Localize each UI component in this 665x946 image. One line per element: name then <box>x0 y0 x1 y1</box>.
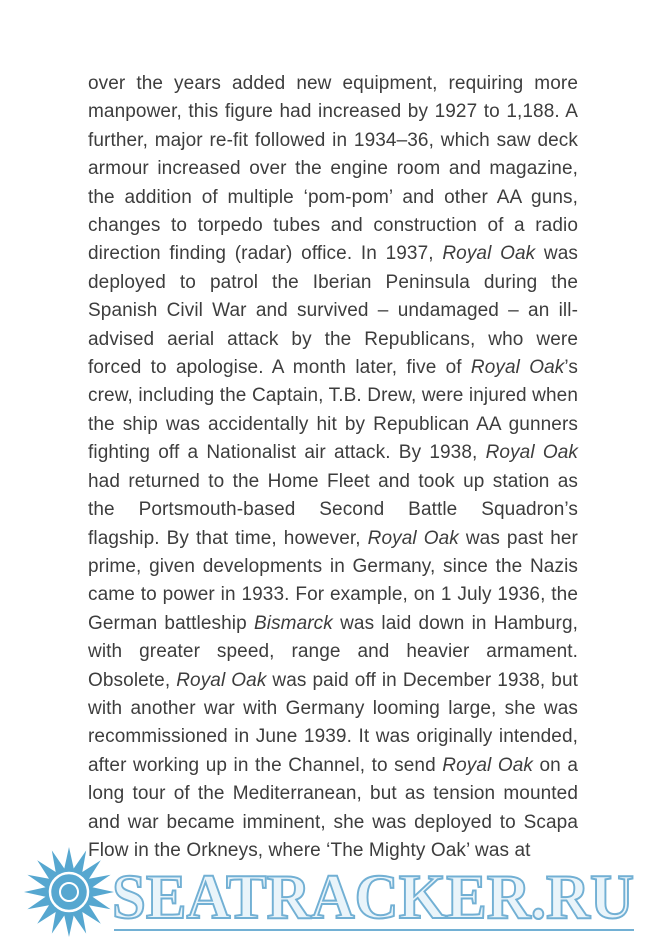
text-segment: was paid off in December 1938, but with another war with Germany looming large, she was recommissioned in June 1939. It was originally intended, after working up in the Channel, to send <box>88 669 578 776</box>
ship-name: Royal Oak <box>485 442 578 464</box>
text-segment: on a long tour of the Mediterranean, but as tension mounted and war became imminent, she was deployed to Scapa Flow in the Orkneys, where ‘The Mighty Oak’ was at <box>88 754 578 861</box>
watermark-text: SEATRACKER.RU <box>112 861 634 932</box>
text-segment: had returned to the Home Fleet and took up station as the Portsmouth-based Second Battle Squadron’s flagship. By that time, however, <box>88 470 578 549</box>
text-segment: over the years added new equipment, requiring more manpower, this figure had increased by 1927 to 1,188. A further, major re-fit followed in 1934–36, which saw deck armour increased over the engine room and magazine, the addition of multiple ‘pom-pom’ and other AA guns, changes to torpedo tubes and construction of a radio direction finding (radar) office. In 1937, <box>88 73 578 265</box>
ship-name: Royal Oak <box>470 357 565 379</box>
text-segment: was past her prime, given developments in Germany, since the Nazis came to power in 1933. For example, on 1 July 1936, the German battleship <box>88 527 578 634</box>
text-segment: was laid down in Hamburg, with greater speed, range and heavier armament. Obsolete, <box>88 612 578 691</box>
text-segment: ’s crew, including the Captain, T.B. Drew, were injured when the ship was accidentally hit by Republican AA gunners fighting off a Nationalist air attack. By 1938, <box>88 357 578 464</box>
ship-name: Royal Oak <box>367 527 459 549</box>
ship-name: Royal Oak <box>442 243 536 265</box>
ship-name: Royal Oak <box>442 754 533 776</box>
watermark-logo <box>22 844 644 940</box>
ship-name: Bismarck <box>253 612 333 634</box>
text-segment: was deployed to patrol the Iberian Peninsula during the Spanish Civil War and survived – undamaged – an ill-advised aerial attack by the Republicans, who were forced to apologise. A month later, five of <box>88 243 579 379</box>
sunburst-icon <box>24 847 114 937</box>
paragraph <box>88 70 578 865</box>
ship-name: Royal Oak <box>176 669 267 691</box>
watermark <box>22 844 644 940</box>
